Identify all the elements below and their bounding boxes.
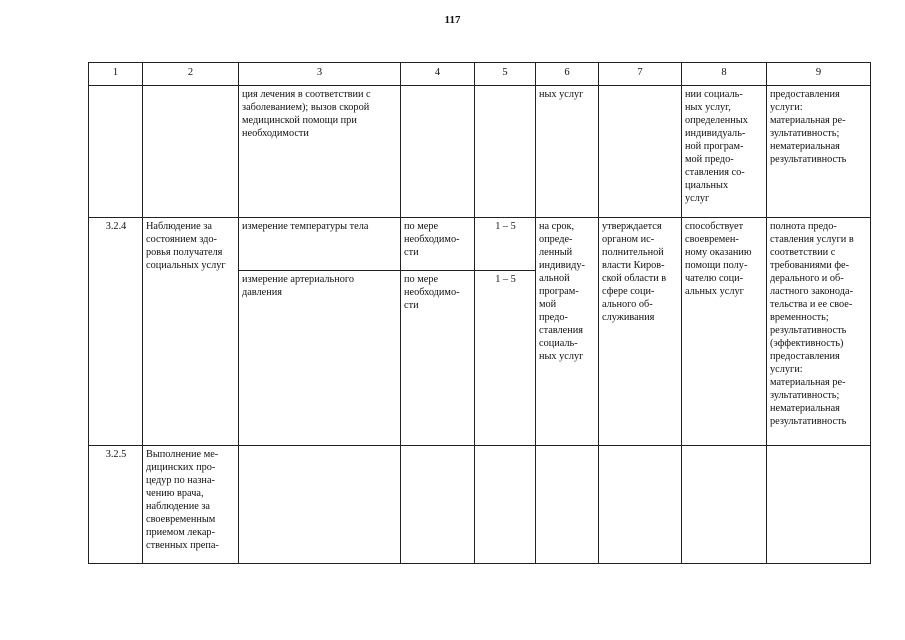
- column-header: 3: [239, 63, 401, 86]
- cell-conditions: способствует своевремен- ному оказанию помощи полу- чателю соци- альных услуг: [682, 218, 767, 446]
- column-header: 5: [475, 63, 536, 86]
- cell-description: измерение артериального давления: [239, 271, 401, 446]
- cell-service-name: [143, 86, 239, 218]
- column-header: 2: [143, 63, 239, 86]
- header-row: [89, 63, 871, 86]
- table-row-3-2-4: [89, 218, 871, 271]
- cell-periodicity: по мере необходимо- сти: [401, 218, 475, 271]
- cell-quantity: [475, 446, 536, 564]
- cell-periodicity: [401, 446, 475, 564]
- page-number: 117: [444, 14, 461, 26]
- cell-indicators: предоставления услуги: материальная ре- зультативность; нематериальная результативность: [767, 86, 871, 218]
- cell-conditions: [682, 446, 767, 564]
- cell-number: 3.2.5: [89, 446, 143, 564]
- cell-number: 3.2.4: [89, 218, 143, 446]
- cell-description: [239, 446, 401, 564]
- cell-tariff: [599, 446, 682, 564]
- column-header: 6: [536, 63, 599, 86]
- column-header: 1: [89, 63, 143, 86]
- cell-periodicity: по мере необходимо- сти: [401, 271, 475, 446]
- cell-service-name: Наблюдение за состоянием здо- ровья получателя социальных услуг: [143, 218, 239, 446]
- cell-quantity: 1 – 5: [475, 271, 536, 446]
- services-table: [88, 62, 871, 564]
- cell-quantity: 1 – 5: [475, 218, 536, 271]
- cell-term: на срок, опреде- ленный индивиду- альной програм- мой предо- ставления социаль- ных услуг: [536, 218, 599, 446]
- table-row-3-2-5: [89, 446, 871, 564]
- column-header: 8: [682, 63, 767, 86]
- cell-term: ных услуг: [536, 86, 599, 218]
- cell-tariff: утверждается органом ис- полнительной власти Киров- ской области в сфере соци- ального об- служивания: [599, 218, 682, 446]
- cell-description: ция лечения в соответствии с заболеванием); вызов скорой медицинской помощи при необходимости: [239, 86, 401, 218]
- cell-indicators: полнота предо- ставления услуги в соответствии с требованиями фе- дерального и об- ластного законода- тельства и ее свое- временность; результативность (эффективность) предоставления услуги: материальная ре- зультативность; нематериальная результативность: [767, 218, 871, 446]
- column-header: 4: [401, 63, 475, 86]
- cell-number: [89, 86, 143, 218]
- cell-description: измерение температуры тела: [239, 218, 401, 271]
- table-row-continued: [89, 86, 871, 218]
- column-header: 7: [599, 63, 682, 86]
- cell-term: [536, 446, 599, 564]
- cell-quantity: [475, 86, 536, 218]
- cell-indicators: [767, 446, 871, 564]
- column-header: 9: [767, 63, 871, 86]
- cell-tariff: [599, 86, 682, 218]
- cell-service-name: Выполнение ме- дицинских про- цедур по назна- чению врача, наблюдение за своевременным приемом лекар- ственных препа-: [143, 446, 239, 564]
- cell-periodicity: [401, 86, 475, 218]
- cell-conditions: нии социаль- ных услуг, определенных индивидуаль- ной програм- мой предо- ставления со- циальных услуг: [682, 86, 767, 218]
